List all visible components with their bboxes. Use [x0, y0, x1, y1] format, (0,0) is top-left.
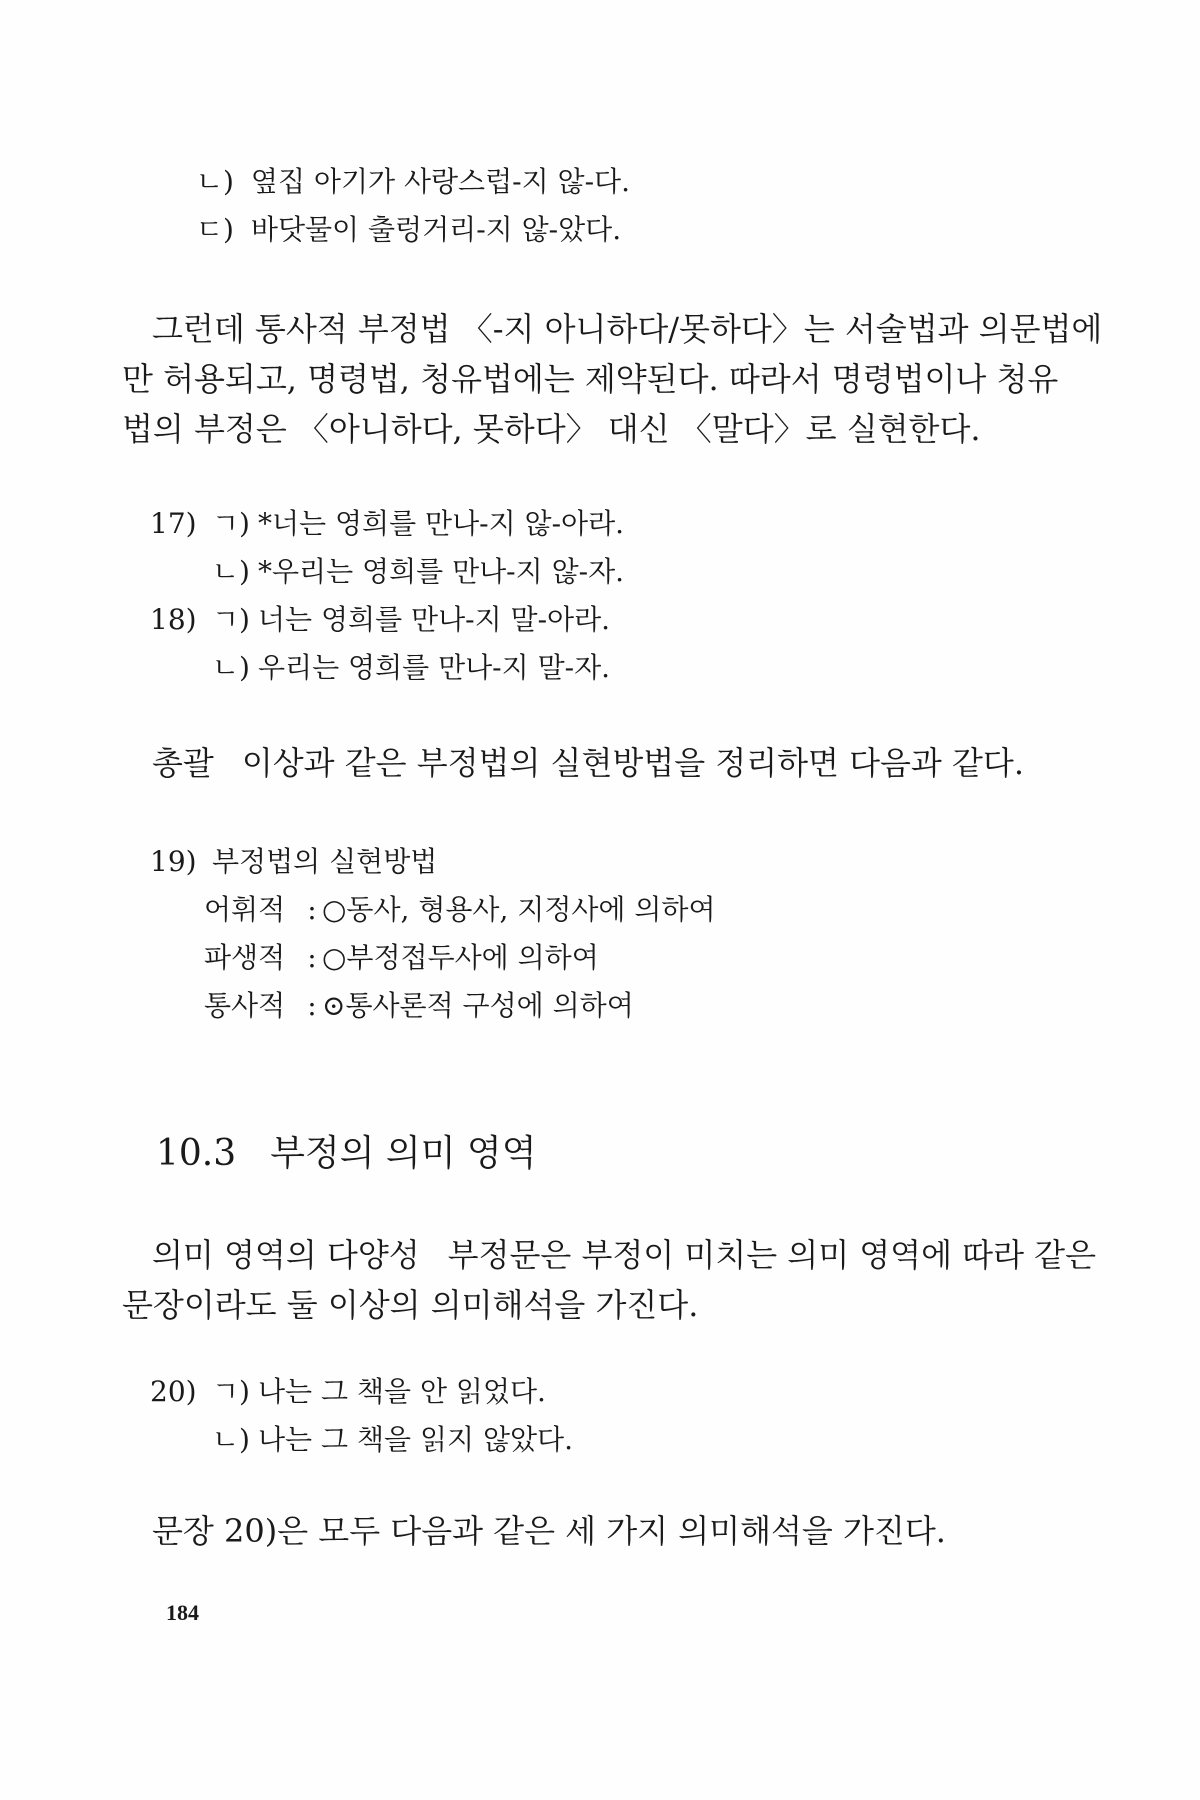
- paragraph-line: 만 허용되고, 명령법, 청유법에는 제약된다. 따라서 명령법이나 청유: [122, 360, 1059, 398]
- example-line: [196, 210, 621, 250]
- scheme-term: 어휘적: [204, 893, 286, 926]
- example-mark: ㄷ): [196, 213, 234, 246]
- example-text: 우리는 영희를 만나-지 말-자.: [258, 651, 611, 684]
- example-number: 17): [150, 507, 197, 540]
- example-text: *우리는 영희를 만나-지 않-자.: [258, 555, 625, 588]
- summary-lead: 총괄: [152, 744, 214, 782]
- example-number: 20): [150, 1375, 197, 1408]
- paragraph-line: 문장이라도 둘 이상의 의미해석을 가진다.: [122, 1286, 699, 1324]
- example-text: *너는 영희를 만나-지 않-아라.: [258, 507, 625, 540]
- example-text: 나는 그 책을 안 읽었다.: [258, 1375, 546, 1408]
- paragraph-lead: 의미 영역의 다양성: [152, 1236, 420, 1274]
- paragraph-line: [152, 1232, 1096, 1278]
- example-18-a: [150, 600, 610, 640]
- example-20-b: [212, 1420, 573, 1460]
- scheme-row: [204, 938, 599, 978]
- scheme-colon: :: [307, 893, 317, 926]
- scheme-title: 부정법의 실현방법: [212, 845, 438, 878]
- summary-text: 이상과 같은 부정법의 실현방법을 정리하면 다음과 같다.: [241, 744, 1025, 782]
- example-mark: ㄱ): [212, 507, 250, 540]
- scheme-term: 통사적: [204, 989, 286, 1022]
- paragraph-line: 그런데 통사적 부정법 〈-지 아니하다/못하다〉는 서술법과 의문법에: [152, 310, 1103, 348]
- scheme-text: ○동사, 형용사, 지정사에 의하여: [322, 893, 716, 926]
- paragraph-text: 부정문은 부정이 미치는 의미 영역에 따라 같은: [447, 1236, 1097, 1274]
- example-19-title: [150, 842, 437, 882]
- section-title: 부정의 의미 영역: [270, 1133, 537, 1174]
- scheme-text: ⊙통사론적 구성에 의하여: [322, 989, 634, 1022]
- example-mark: ㄴ): [212, 1423, 250, 1456]
- scheme-text: ○부정접두사에 의하여: [322, 941, 599, 974]
- example-17-b: [212, 552, 624, 592]
- scheme-colon: :: [307, 941, 317, 974]
- page-number: 184: [166, 1600, 199, 1625]
- summary-paragraph: [152, 740, 1024, 786]
- section-number: 10.3: [156, 1133, 237, 1174]
- example-20-a: [150, 1372, 546, 1412]
- closing-sentence: 문장 20)은 모두 다음과 같은 세 가지 의미해석을 가진다.: [152, 1512, 946, 1550]
- example-mark: ㄴ): [196, 165, 234, 198]
- scheme-colon: :: [307, 989, 317, 1022]
- paragraph-line: 법의 부정은 〈아니하다, 못하다〉 대신 〈말다〉로 실현한다.: [122, 410, 981, 448]
- example-text: 너는 영희를 만나-지 말-아라.: [258, 603, 611, 636]
- example-number: 18): [150, 603, 197, 636]
- example-mark: ㄴ): [212, 555, 250, 588]
- example-number: 19): [150, 845, 197, 878]
- example-line: [196, 162, 630, 202]
- example-mark: ㄱ): [212, 603, 250, 636]
- example-text: 바닷물이 출렁거리-지 않-았다.: [250, 213, 622, 246]
- example-17-a: [150, 504, 624, 544]
- scheme-row: [204, 986, 634, 1026]
- example-text: 옆집 아기가 사랑스럽-지 않-다.: [250, 165, 631, 198]
- example-text: 나는 그 책을 읽지 않았다.: [258, 1423, 573, 1456]
- example-mark: ㄱ): [212, 1375, 250, 1408]
- scheme-row: [204, 890, 716, 930]
- example-mark: ㄴ): [212, 651, 250, 684]
- scheme-term: 파생적: [204, 941, 286, 974]
- example-18-b: [212, 648, 610, 688]
- section-heading: [156, 1130, 536, 1178]
